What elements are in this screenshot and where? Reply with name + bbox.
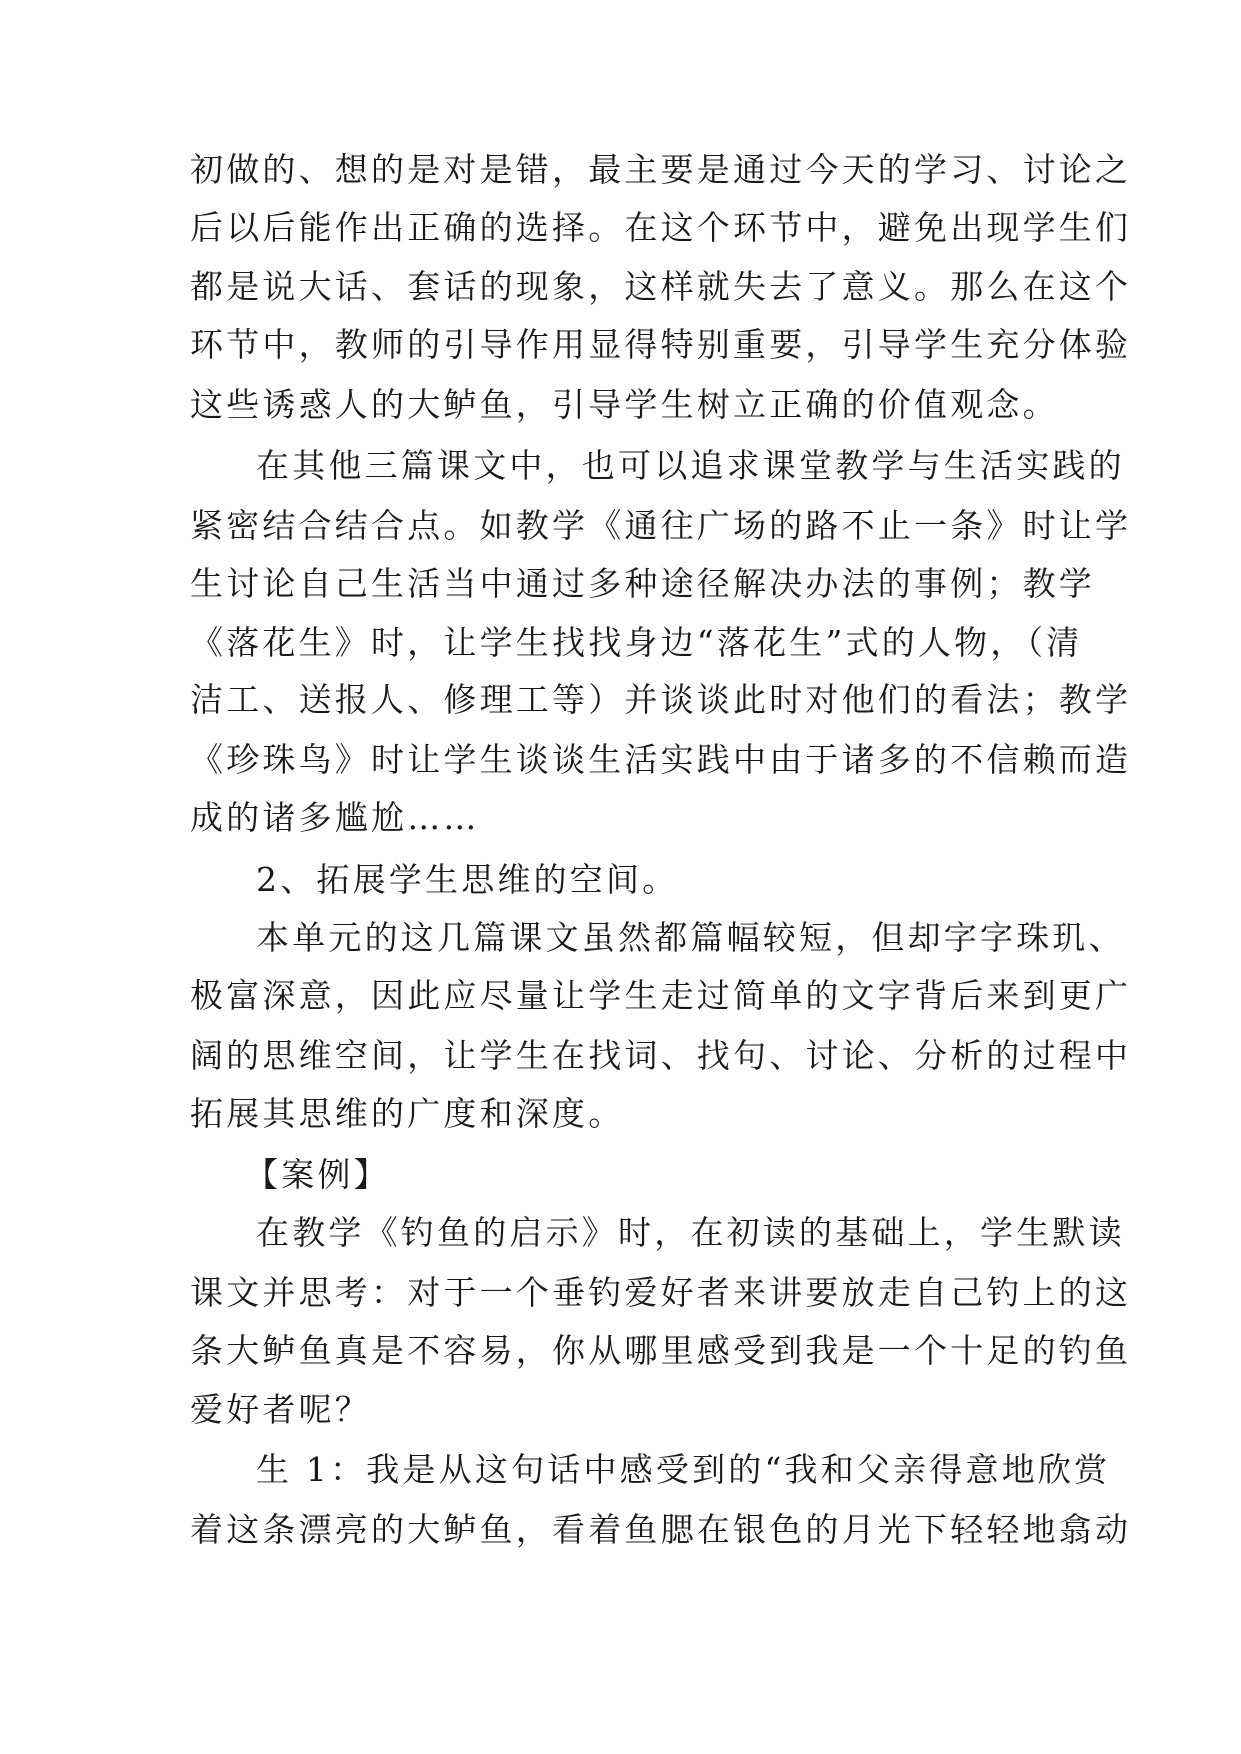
text-line: 条大鲈鱼真是不容易，你从哪里感受到我是一个十足的钓鱼	[190, 1331, 1132, 1370]
text-line: 阔的思维空间，让学生在找词、找句、讨论、分析的过程中	[190, 1036, 1132, 1075]
text-line: 都是说大话、套话的现象，这样就失去了意义。那么在这个	[190, 267, 1132, 306]
text-line: 环节中，教师的引导作用显得特别重要，引导学生充分体验	[190, 325, 1132, 364]
text-line: 拓展其思维的广度和深度。	[190, 1094, 625, 1133]
case-heading: 【案例】	[245, 1155, 390, 1194]
text-line: 生讨论自己生活当中通过多种途径解决办法的事例；教学	[190, 564, 1095, 603]
text-line: 紧密结合结合点。如教学《通往广场的路不止一条》时让学	[190, 506, 1132, 545]
text-line: 着这条漂亮的大鲈鱼，看着鱼腮在银色的月光下轻轻地翕动	[190, 1510, 1132, 1549]
paragraph-first-line: 本单元的这几篇课文虽然都篇幅较短，但却字字珠玑、	[256, 918, 1125, 957]
paragraph-first-line: 在其他三篇课文中，也可以追求课堂教学与生活实践的	[256, 446, 1125, 485]
paragraph-first-line: 在教学《钓鱼的启示》时，在初读的基础上，学生默读	[256, 1213, 1125, 1252]
text-line: 这些诱惑人的大鲈鱼，引导学生树立正确的价值观念。	[190, 385, 1059, 424]
text-line: 初做的、想的是对是错，最主要是通过今天的学习、讨论之	[190, 150, 1132, 189]
text-line: 后以后能作出正确的选择。在这个环节中，避免出现学生们	[190, 208, 1132, 247]
section-heading: 2、拓展学生思维的空间。	[256, 860, 679, 899]
paragraph-first-line: 生 1：我是从这句话中感受到的“我和父亲得意地欣赏	[256, 1450, 1111, 1489]
text-line: 爱好者呢？	[190, 1390, 371, 1429]
text-line: 成的诸多尴尬……	[190, 798, 480, 837]
text-line: 课文并思考：对于一个垂钓爱好者来讲要放走自己钓上的这	[190, 1273, 1132, 1312]
text-line: 《落花生》时，让学生找找身边“落花生”式的人物，（清	[190, 623, 1083, 662]
text-line: 洁工、送报人、修理工等）并谈谈此时对他们的看法；教学	[190, 680, 1132, 719]
text-line: 极富深意，因此应尽量让学生走过简单的文字背后来到更广	[190, 976, 1132, 1015]
text-line: 《珍珠鸟》时让学生谈谈生活实践中由于诸多的不信赖而造	[190, 740, 1132, 779]
